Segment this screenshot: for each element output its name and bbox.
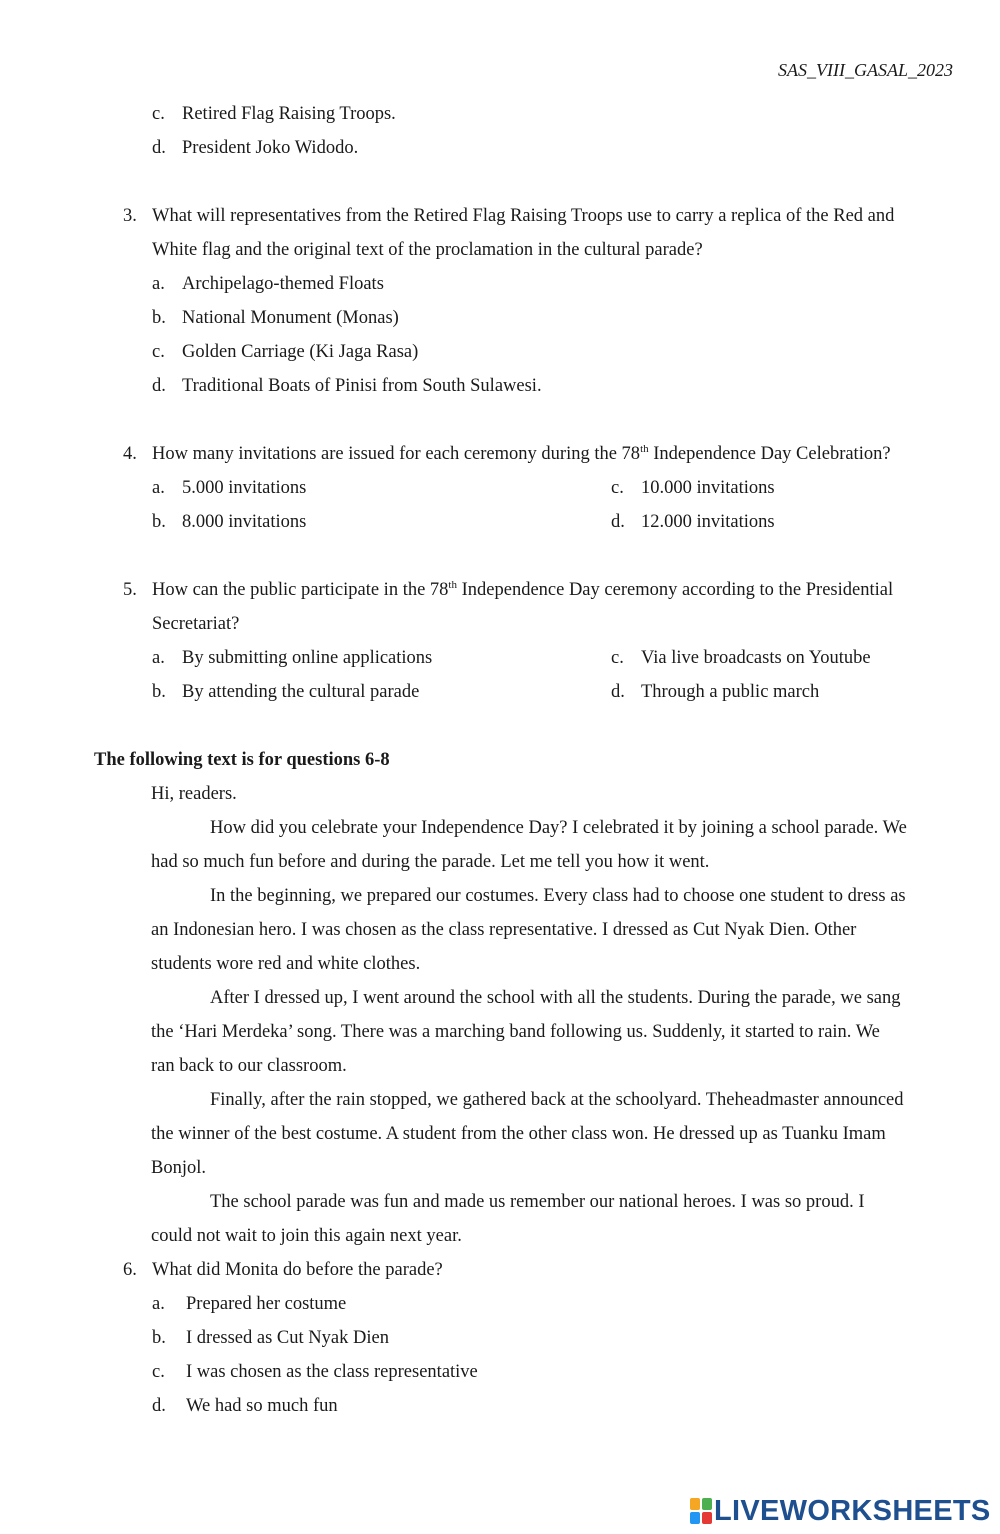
q5-option-a-letter: a. bbox=[152, 648, 165, 668]
q3-option-d-letter: d. bbox=[152, 376, 166, 396]
q3-option-c-text: Golden Carriage (Ki Jaga Rasa) bbox=[182, 342, 419, 362]
passage-line: had so much fun before and during the parade. Let me tell you how it went. bbox=[151, 852, 710, 872]
q5-option-c-letter: c. bbox=[611, 648, 624, 668]
q5-option-b-text: By attending the cultural parade bbox=[182, 682, 420, 702]
q6-option-a-letter: a. bbox=[152, 1294, 165, 1314]
q6-option-c-letter: c. bbox=[152, 1362, 165, 1382]
q4-option-d-letter: d. bbox=[611, 512, 625, 532]
q5-number: 5. bbox=[123, 580, 137, 600]
section-heading: The following text is for questions 6-8 bbox=[94, 750, 390, 770]
q6-question: What did Monita do before the parade? bbox=[152, 1260, 443, 1280]
q4-option-c-text: 10.000 invitations bbox=[641, 478, 775, 498]
liveworksheets-logo-icon bbox=[690, 1498, 712, 1524]
q2-option-c-text: Retired Flag Raising Troops. bbox=[182, 104, 396, 124]
q3-option-a-letter: a. bbox=[152, 274, 165, 294]
q5-option-d-text: Through a public march bbox=[641, 682, 820, 702]
q6-option-a-text: Prepared her costume bbox=[186, 1294, 347, 1314]
q4-superscript: th bbox=[640, 442, 649, 455]
passage-line: In the beginning, we prepared our costumes. Every class had to choose one student to dress as bbox=[210, 886, 906, 906]
q5-text-before: How can the public participate in the 78 bbox=[152, 580, 449, 600]
q4-question bbox=[152, 444, 891, 465]
q3-option-a-text: Archipelago-themed Floats bbox=[182, 274, 384, 294]
q6-option-b-text: I dressed as Cut Nyak Dien bbox=[186, 1328, 389, 1348]
q6-option-b-letter: b. bbox=[152, 1328, 166, 1348]
q5-question bbox=[152, 580, 893, 601]
q5-option-b-letter: b. bbox=[152, 682, 166, 702]
q6-option-c-text: I was chosen as the class representative bbox=[186, 1362, 478, 1382]
q5-option-d-letter: d. bbox=[611, 682, 625, 702]
q4-option-d-text: 12.000 invitations bbox=[641, 512, 775, 532]
passage-greeting: Hi, readers. bbox=[151, 784, 237, 804]
q3-question-line1: What will representatives from the Retired Flag Raising Troops use to carry a replica of the Red and bbox=[152, 206, 895, 226]
q5-question-line2: Secretariat? bbox=[152, 614, 240, 634]
passage-line: The school parade was fun and made us remember our national heroes. I was so proud. I bbox=[210, 1192, 865, 1212]
q4-text-after: Independence Day Celebration? bbox=[648, 444, 891, 464]
document-code-header: SAS_VIII_GASAL_2023 bbox=[778, 60, 953, 80]
q5-text-after: Independence Day ceremony according to the Presidential bbox=[456, 580, 894, 600]
q5-option-c-text: Via live broadcasts on Youtube bbox=[641, 648, 871, 668]
q6-option-d-letter: d. bbox=[152, 1396, 166, 1416]
q4-number: 4. bbox=[123, 444, 137, 464]
q4-option-b-text: 8.000 invitations bbox=[182, 512, 307, 532]
q3-option-d-text: Traditional Boats of Pinisi from South Sulawesi. bbox=[182, 376, 542, 396]
q4-option-b-letter: b. bbox=[152, 512, 166, 532]
q3-option-b-text: National Monument (Monas) bbox=[182, 308, 399, 328]
q2-option-d-letter: d. bbox=[152, 138, 166, 158]
passage-line: an Indonesian hero. I was chosen as the class representative. I dressed as Cut Nyak Dien. Other bbox=[151, 920, 857, 940]
q3-number: 3. bbox=[123, 206, 137, 226]
q4-option-a-text: 5.000 invitations bbox=[182, 478, 307, 498]
q2-option-c-letter: c. bbox=[152, 104, 165, 124]
passage-line: students wore red and white clothes. bbox=[151, 954, 421, 974]
q2-option-d-text: President Joko Widodo. bbox=[182, 138, 359, 158]
q6-option-d-text: We had so much fun bbox=[186, 1396, 338, 1416]
passage-line: could not wait to join this again next year. bbox=[151, 1226, 462, 1246]
q5-option-a-text: By submitting online applications bbox=[182, 648, 433, 668]
passage-line: the ‘Hari Merdeka’ song. There was a marching band following us. Suddenly, it started to rain. We bbox=[151, 1022, 880, 1042]
passage-line: the winner of the best costume. A student from the other class won. He dressed up as Tuanku Imam bbox=[151, 1124, 886, 1144]
q4-text-before: How many invitations are issued for each ceremony during the 78 bbox=[152, 444, 641, 464]
passage-line: Finally, after the rain stopped, we gathered back at the schoolyard. Theheadmaster announced bbox=[210, 1090, 904, 1110]
passage-line: How did you celebrate your Independence Day? I celebrated it by joining a school parade. We bbox=[210, 818, 907, 838]
q3-option-b-letter: b. bbox=[152, 308, 166, 328]
liveworksheets-logo-text: LIVEWORKSHEETS bbox=[714, 1494, 991, 1527]
q3-option-c-letter: c. bbox=[152, 342, 165, 362]
q4-option-a-letter: a. bbox=[152, 478, 165, 498]
liveworksheets-logo[interactable] bbox=[690, 1494, 991, 1528]
passage-line: ran back to our classroom. bbox=[151, 1056, 347, 1076]
passage-line: After I dressed up, I went around the school with all the students. During the parade, we sang bbox=[210, 988, 901, 1008]
q5-superscript: th bbox=[448, 578, 457, 591]
q4-option-c-letter: c. bbox=[611, 478, 624, 498]
q3-question-line2: White flag and the original text of the proclamation in the cultural parade? bbox=[152, 240, 703, 260]
passage-line: Bonjol. bbox=[151, 1158, 206, 1178]
q6-number: 6. bbox=[123, 1260, 137, 1280]
